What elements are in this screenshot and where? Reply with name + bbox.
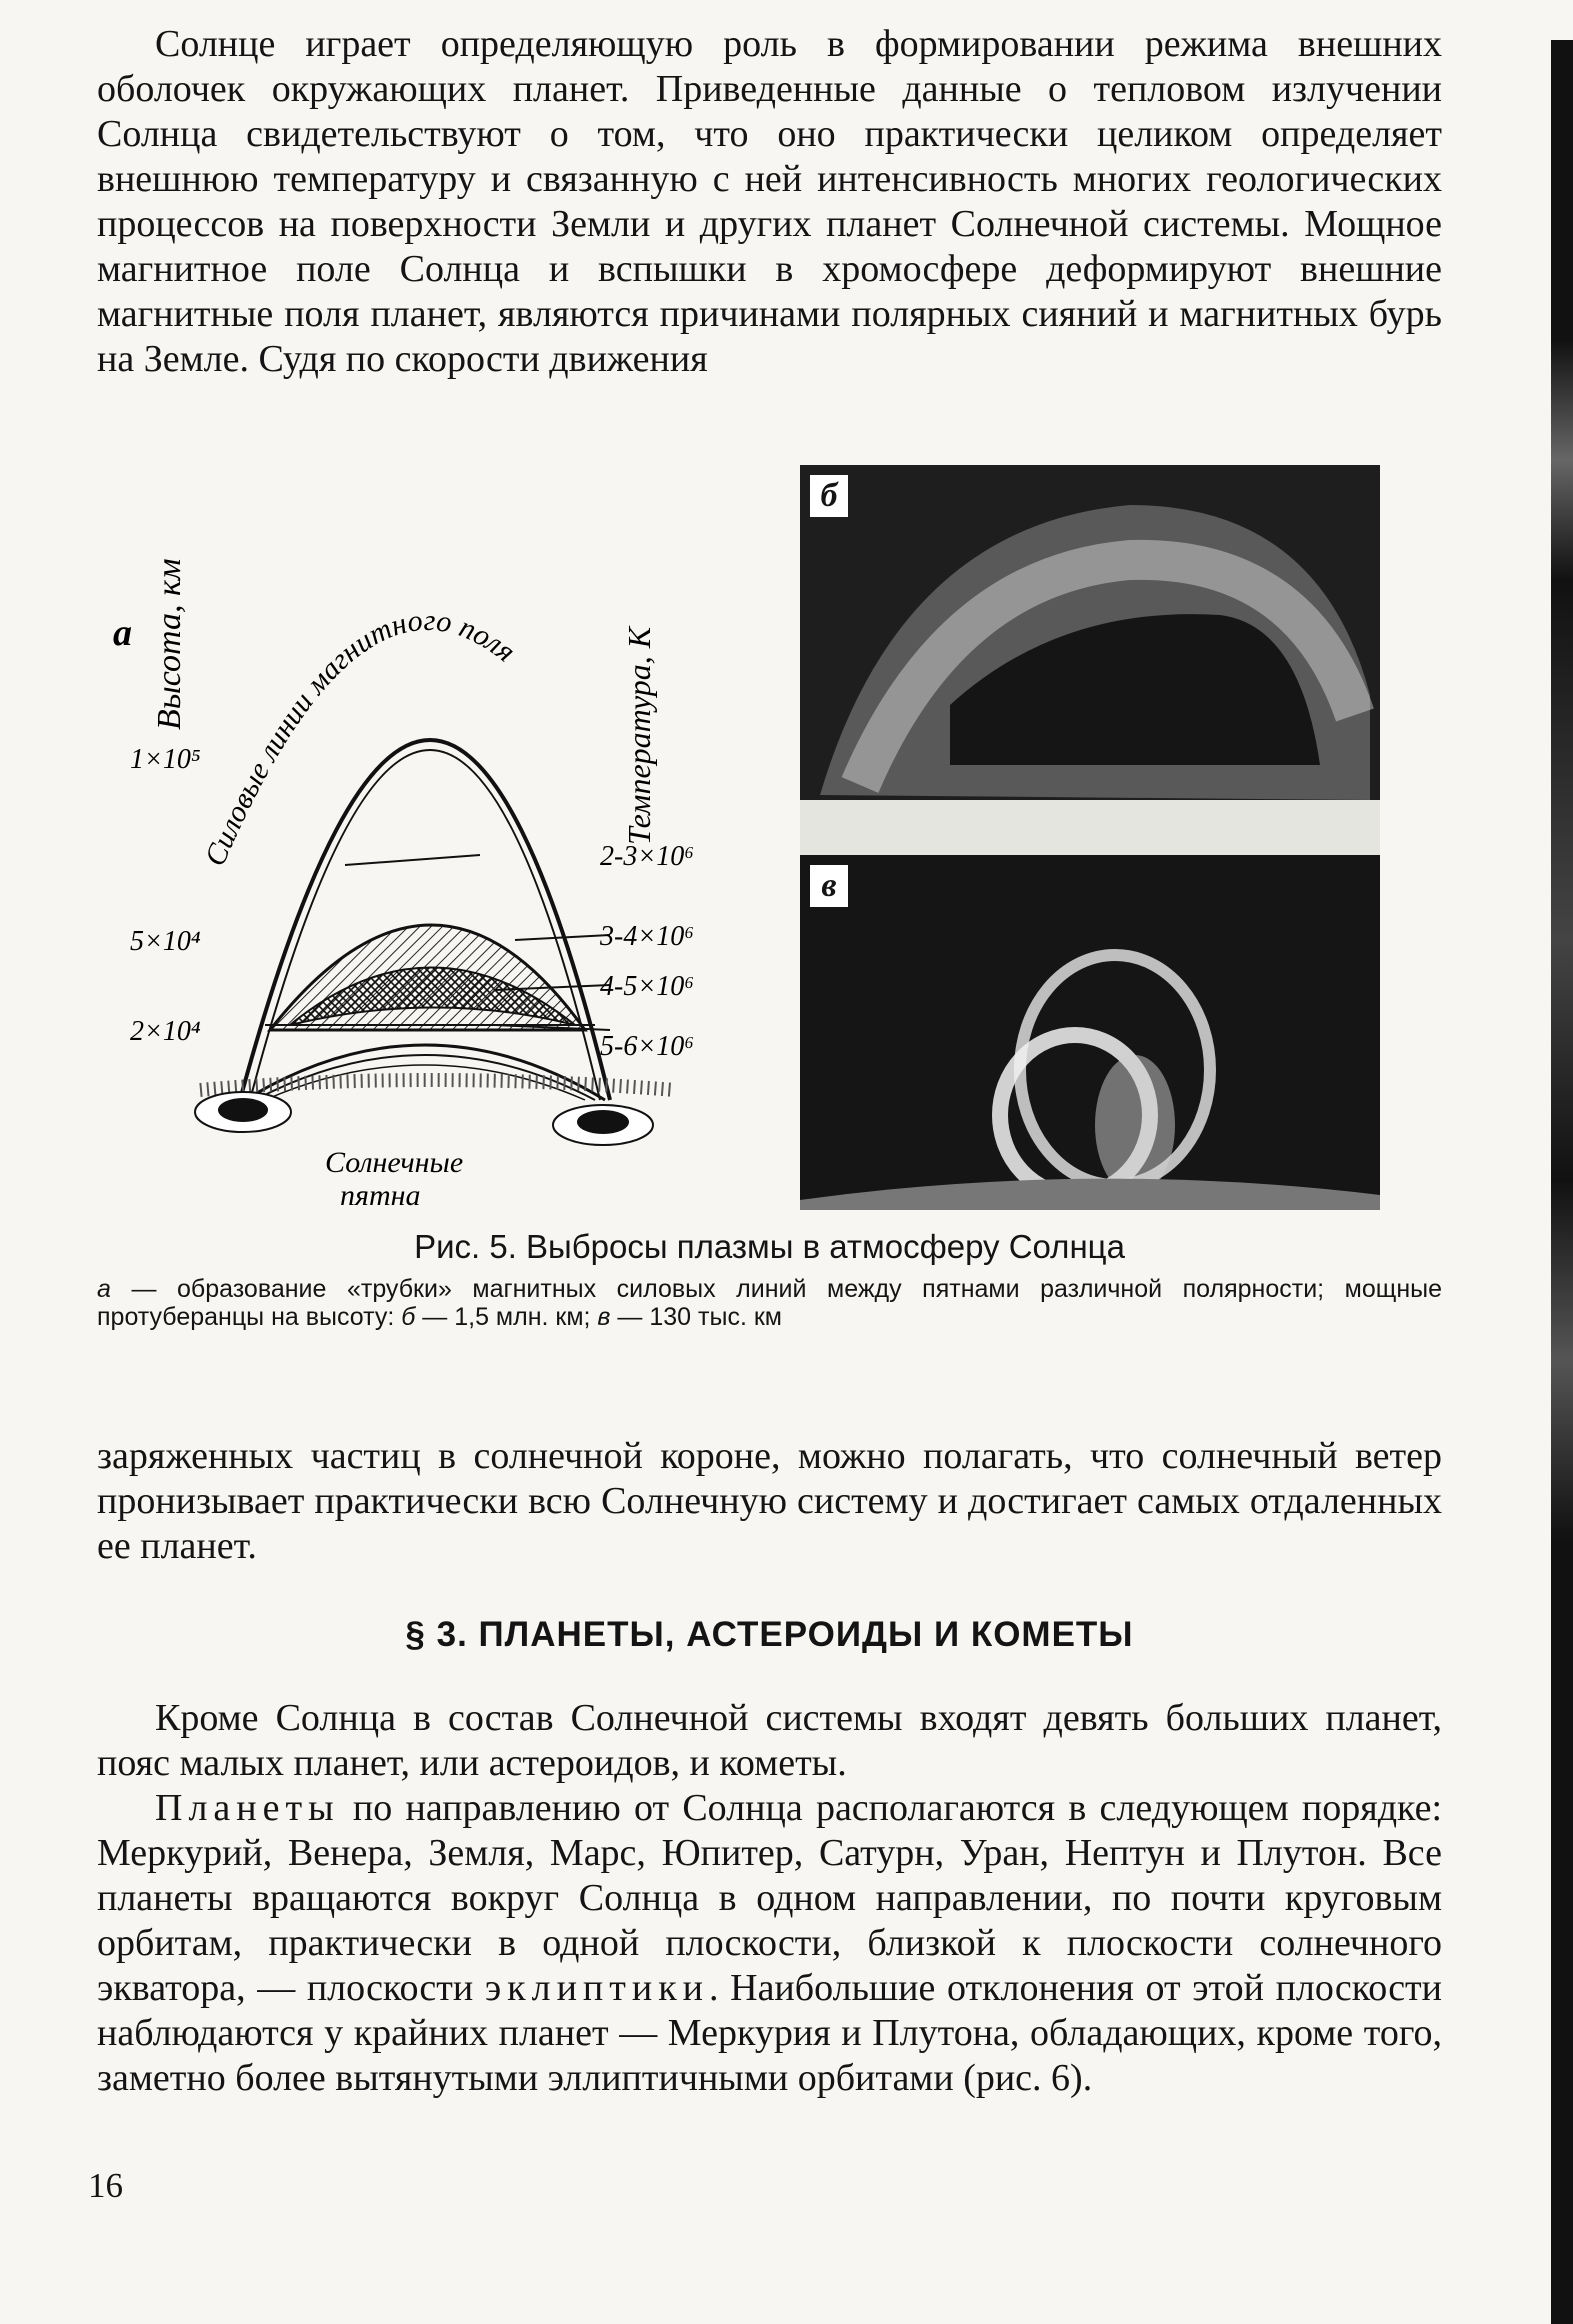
prominence-photo-v [800, 855, 1380, 1210]
panel-a-label: а [113, 612, 132, 654]
height-tick-2e4: 2×10⁴ [130, 1016, 201, 1047]
figure-caption-title: Рис. 5. Выбросы плазмы в атмосферу Солнца [414, 1228, 1125, 1265]
height-tick-5e4: 5×10⁴ [130, 926, 201, 957]
photo-v-label: в [810, 865, 848, 907]
height-axis-label: Высота, км [151, 558, 188, 730]
plasma-tube-diagram [95, 470, 795, 1230]
sunspot-left [218, 1098, 268, 1122]
temp-tick-3: 4-5×10⁶ [600, 971, 694, 1002]
temp-tick-2: 3-4×10⁶ [600, 921, 694, 952]
sunspots-label-line2: пятна [340, 1179, 421, 1212]
paragraph-intro: Солнце играет определяющую роль в формировании режима внешних оболочек окружающих планет. Приведенные данные о тепловом излучении Солнца свидетельствуют о том, что оно практически целиком определяет внешнюю температуру и связанную с ней интенсивность многих геологических процессов на поверхности Земли и других планет Солнечной системы. Мощное магнитное поле Солнца и вспышки в хромосфере деформируют внешние магнитные поля планет, являются причинами полярных сияний и магнитных бурь на Земле. Судя по скорости движения [97, 23, 1442, 380]
temp-tick-1: 2-3×10⁶ [600, 841, 694, 872]
temp-tick-4: 5-6×10⁶ [600, 1031, 694, 1062]
page-number: 16 [88, 2166, 123, 2205]
section-heading: § 3. ПЛАНЕТЫ, АСТЕРОИДЫ И КОМЕТЫ [405, 1615, 1134, 1654]
paragraph-composition: Кроме Солнца в состав Солнечной системы входят девять больших планет, пояс малых планет, или астероидов, и кометы. [97, 1697, 1442, 1784]
photo-divider [800, 800, 1380, 855]
temperature-axis-label: Температура, К [621, 626, 657, 845]
photo-b-label: б [810, 475, 848, 517]
paragraph-solar-wind: заряженных частиц в солнечной короне, можно полагать, что солнечный ветер пронизывает практически всю Солнечную систему и достигает самых отдаленных ее планет. [97, 1435, 1442, 1567]
sunspot-right [577, 1110, 629, 1134]
height-tick-1e5: 1×10⁵ [130, 744, 201, 775]
book-spine-shadow [1551, 340, 1573, 1540]
prominence-photo-b [800, 465, 1380, 800]
paragraph-planets: Планеты по направлению от Солнца располагаются в следующем порядке: Меркурий, Венера, Земля, Марс, Юпитер, Сатурн, Уран, Нептун и Плутон. Все планеты вращаются вокруг Солнца в одном направлении, по почти круговым орбитам, практически в одной плоскости, близкой к плоскости солнечного экватора, — плоскости эклиптики. Наибольшие отклонения от этой плоскости наблюдаются у крайних планет — Меркурия и Плутона, обладающих, кроме того, заметно более вытянутыми эллиптичными орбитами (рис. 6). [97, 1787, 1442, 2099]
field-lines-label: Силовые линии магнитного поля [198, 603, 522, 871]
figure-caption-note: а — образование «трубки» магнитных силовых линий между пятнами различной полярности; мощные протуберанцы на высоту: б — 1,5 млн. км; в — 130 тыс. км [97, 1275, 1442, 1331]
sunspots-label-line1: Солнечные [325, 1146, 464, 1179]
